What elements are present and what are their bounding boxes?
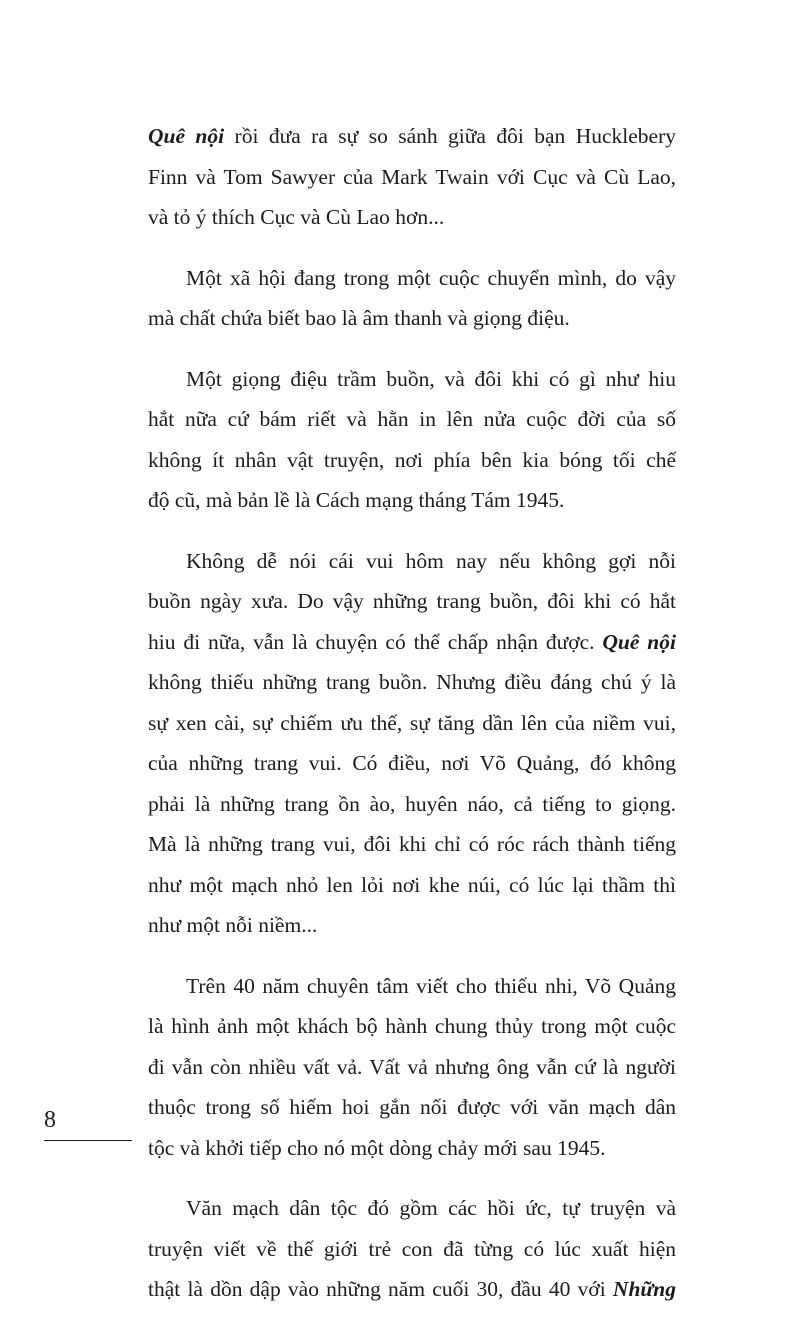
text-line: như một nỗi niềm... bbox=[148, 913, 318, 937]
text-line: Một xã hội đang trong một cuộc chuyển mình, do vậy bbox=[186, 265, 676, 290]
page-number: 8 bbox=[44, 1107, 56, 1133]
paragraph bbox=[148, 359, 676, 521]
text-line: đi vẫn còn nhiều vất vả. Vất vả nhưng ông vẫn cứ là người bbox=[148, 1054, 676, 1079]
text-line: thuộc trong số hiếm hoi gắn nối được với văn mạch dân bbox=[148, 1095, 676, 1119]
book-title-nhung: Những bbox=[612, 1277, 676, 1301]
paragraph bbox=[148, 541, 676, 946]
paragraph bbox=[148, 966, 676, 1169]
text-line: Mà là những trang vui, đôi khi chỉ có róc rách thành tiếng bbox=[148, 832, 676, 856]
text-line: hắt nữa cứ bám riết và hằn in lên nửa cuộc đời của số bbox=[148, 407, 676, 431]
text-line: Văn mạch dân tộc đó gồm các hồi ức, tự truyện và bbox=[186, 1196, 676, 1220]
paragraph bbox=[148, 258, 676, 339]
text-line: hiu đi nữa, vẫn là chuyện có thể chấp nhận được. Quê nội bbox=[148, 629, 676, 654]
text-line: Finn và Tom Sawyer của Mark Twain với Cục và Cù Lao, bbox=[148, 164, 676, 189]
paragraph bbox=[148, 116, 676, 238]
text-line: Quê nội rồi đưa ra sự so sánh giữa đôi bạn Hucklebery bbox=[148, 124, 676, 148]
text-line: là hình ảnh một khách bộ hành chung thủy trong một cuộc bbox=[148, 1014, 676, 1038]
text-line: độ cũ, mà bản lề là Cách mạng tháng Tám 1945. bbox=[148, 488, 565, 512]
paragraph bbox=[148, 1188, 676, 1310]
text-line: không ít nhân vật truyện, nơi phía bên kia bóng tối chế bbox=[148, 447, 676, 472]
text-line: phải là những trang ồn ào, huyên náo, cả tiếng to giọng. bbox=[148, 791, 676, 816]
text-line: Không dễ nói cái vui hôm nay nếu không gợi nỗi bbox=[186, 548, 676, 573]
text-line: mà chất chứa biết bao là âm thanh và giọng điệu. bbox=[148, 306, 570, 330]
text-line: tộc và khởi tiếp cho nó một dòng chảy mới sau 1945. bbox=[148, 1135, 606, 1160]
book-title-que-noi: Quê nội bbox=[602, 629, 676, 654]
text-line: Trên 40 năm chuyên tâm viết cho thiếu nhi, Võ Quảng bbox=[186, 973, 676, 998]
text-line: buồn ngày xưa. Do vậy những trang buồn, đôi khi có hắt bbox=[148, 589, 676, 613]
text-line: Một giọng điệu trầm buồn, và đôi khi có gì như hiu bbox=[186, 366, 676, 391]
text-line: và tỏ ý thích Cục và Cù Lao hơn... bbox=[148, 205, 445, 229]
text-line: không thiếu những trang buồn. Nhưng điều đáng chú ý là bbox=[148, 670, 676, 694]
body-text bbox=[148, 116, 676, 1330]
text-line: như một mạch nhỏ len lỏi nơi khe núi, có lúc lại thầm thì bbox=[148, 872, 676, 897]
book-title-que-noi: Quê nội bbox=[148, 124, 225, 148]
text-line: sự xen cài, sự chiếm ưu thế, sự tăng dần lên của niềm vui, bbox=[148, 710, 676, 735]
text-line: thật là dồn dập vào những năm cuối 30, đầu 40 với Những bbox=[148, 1277, 676, 1301]
text-line: của những trang vui. Có điều, nơi Võ Quảng, đó không bbox=[148, 751, 676, 775]
page-number-rule bbox=[44, 1140, 132, 1141]
text-line: truyện viết về thế giới trẻ con đã từng có lúc xuất hiện bbox=[148, 1236, 676, 1261]
